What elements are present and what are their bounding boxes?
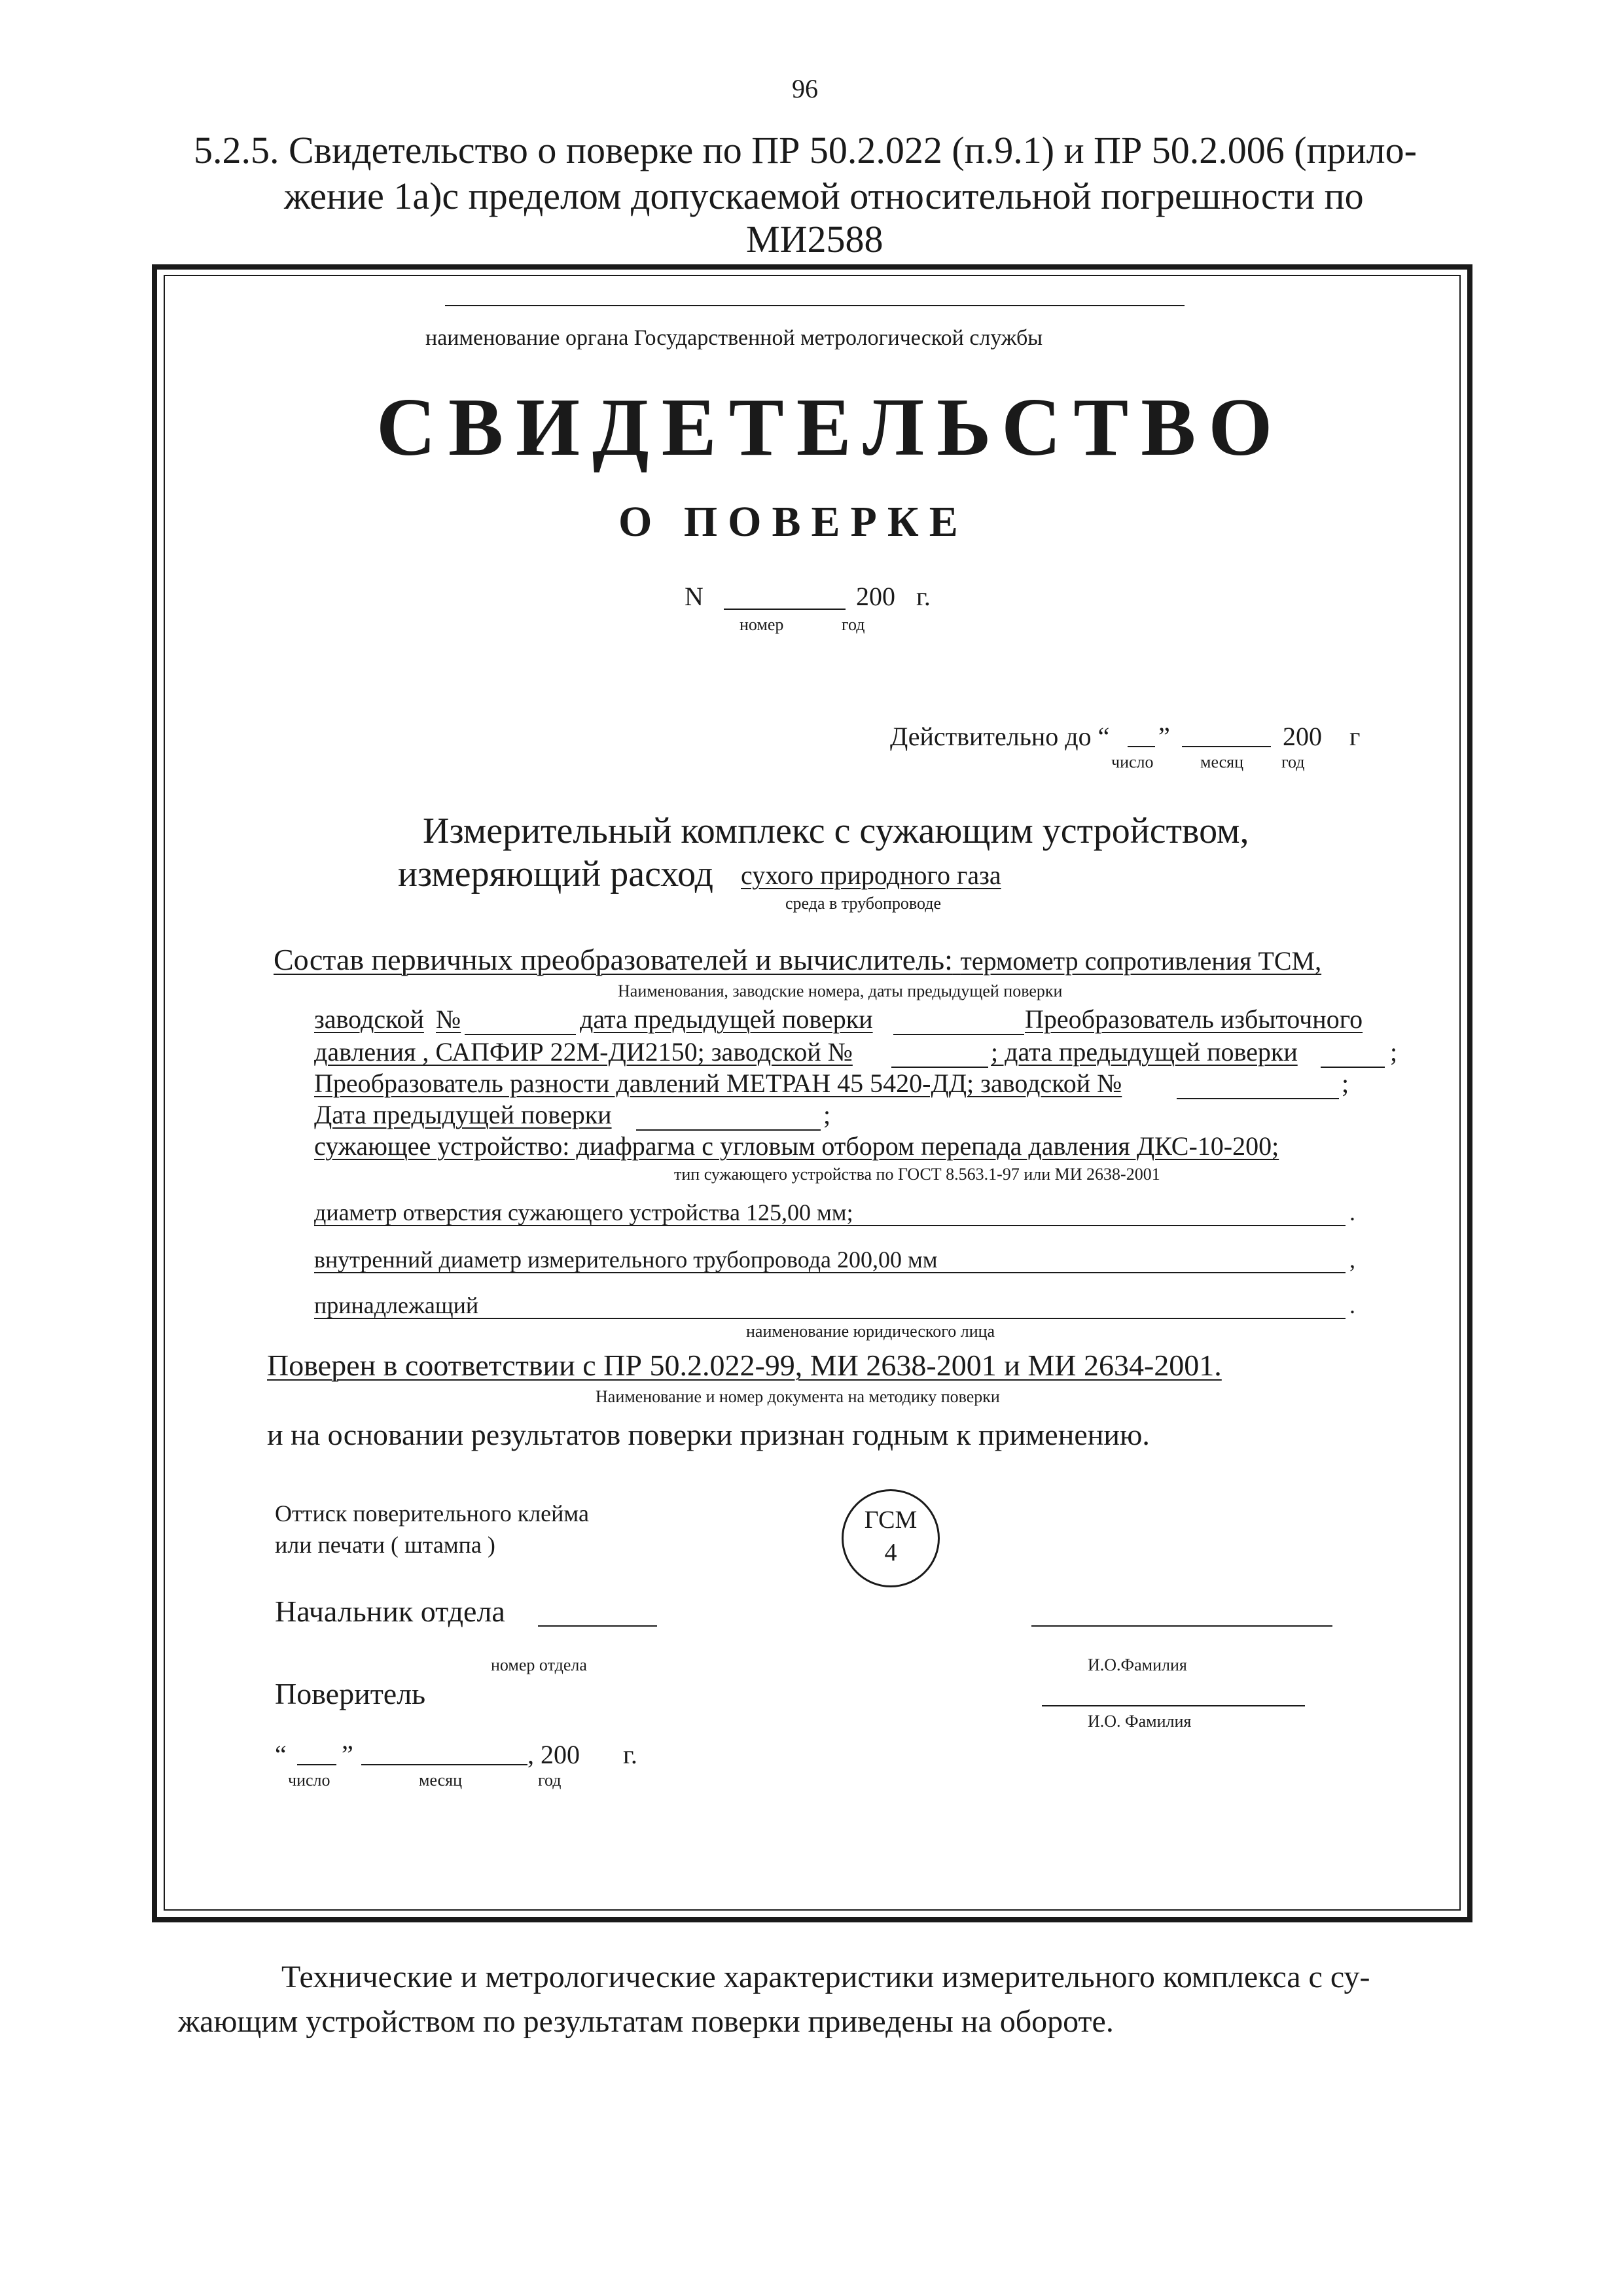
composition-line-3a: давления , САПФИР 22М-ДИ2150; заводской № — [314, 1037, 853, 1067]
composition-line-5: Дата предыдущей поверки — [314, 1100, 612, 1129]
caption-dept-number: номер отдела — [491, 1655, 587, 1674]
composition-line-4: Преобразователь разности давлений МЕТРАН 45 5420-ДД; заводской № — [314, 1069, 1122, 1098]
serial-number-line-1 — [465, 1034, 576, 1035]
device-line-2-prefix: измеряющий расход — [398, 854, 713, 894]
composition-line-4-end: ; — [1342, 1069, 1349, 1098]
date-unit: г. — [623, 1740, 637, 1769]
valid-until-month-line — [1182, 746, 1271, 747]
number-prefix: N — [685, 582, 704, 611]
footer-line-1: Технические и метрологические характеристики измерительного комплекса с су- — [281, 1960, 1370, 1994]
stamp-text-2: 4 — [884, 1539, 897, 1566]
caption-owner: наименование юридического лица — [746, 1322, 995, 1341]
section-heading-line-3: МИ2588 — [746, 218, 883, 260]
composition-line-2c: дата предыдущей поверки — [580, 1004, 873, 1034]
caption-month: месяц — [1200, 752, 1244, 771]
composition-line-2a: заводской — [314, 1004, 424, 1034]
composition-line-2b: № — [436, 1004, 461, 1034]
caption-day-2: число — [288, 1771, 330, 1790]
caption-month-2: месяц — [419, 1771, 463, 1790]
device-line-1: Измерительный комплекс с сужающим устройством, — [423, 811, 1249, 851]
valid-until-year: 200 — [1283, 722, 1322, 751]
date-month-line — [361, 1764, 527, 1765]
verifier-signature-line — [1042, 1705, 1305, 1706]
orifice-diameter: диаметр отверстия сужающего устройства 125,00 мм; — [314, 1199, 853, 1226]
caption-day: число — [1111, 752, 1154, 771]
verified-text: Поверен в соответствии с ПР 50.2.022-99, МИ 2638-2001 и МИ 2634-2001. — [267, 1349, 1222, 1382]
stamp-label-line-1: Оттиск поверительного клейма — [275, 1500, 589, 1527]
owner-line — [314, 1318, 1346, 1319]
certificate-title: СВИДЕТЕЛЬСТВО — [376, 382, 1285, 473]
caption-fio-2: И.О. Фамилия — [1088, 1712, 1192, 1731]
prev-check-date-line-2 — [1321, 1067, 1385, 1068]
number-field-line — [724, 609, 846, 610]
section-heading-line-1: 5.2.5. Свидетельство о поверке по ПР 50.2.022 (п.9.1) и ПР 50.2.006 (прило- — [194, 129, 1417, 171]
valid-until-label: Действительно до “ — [890, 722, 1110, 751]
head-label: Начальник отдела — [275, 1595, 505, 1628]
head-signature-line — [1031, 1625, 1332, 1627]
caption-number: номер — [740, 615, 784, 634]
dept-number-line — [538, 1625, 657, 1627]
date-open-quote: “ — [275, 1740, 287, 1769]
caption-verified: Наименование и номер документа на методику поверки — [596, 1387, 1000, 1406]
date-year: , 200 — [527, 1740, 580, 1769]
composition-line-3-end: ; — [1390, 1037, 1398, 1067]
caption-year: год — [842, 615, 865, 634]
fitness-text: и на основании результатов поверки признан годным к применению. — [267, 1418, 1150, 1451]
composition-line-5-end: ; — [823, 1100, 831, 1129]
number-year-unit: г. — [916, 582, 931, 611]
verifier-label: Поверитель — [275, 1677, 426, 1710]
date-day-line — [297, 1764, 336, 1765]
pipe-end: , — [1349, 1246, 1355, 1273]
owner-label: принадлежащий — [314, 1292, 479, 1318]
orifice-end: . — [1349, 1199, 1355, 1226]
page-number: 96 — [792, 74, 818, 103]
caption-medium: среда в трубопроводе — [785, 894, 942, 913]
stamp-text-1: ГСМ — [864, 1506, 918, 1534]
composition-line-6: сужающее устройство: диафрагма с угловым отбором перепада давления ДКС-10-200; — [314, 1131, 1279, 1161]
footer-line-2: жающим устройством по результатам поверки приведены на обороте. — [178, 2004, 1114, 2039]
caption-year-3: год — [538, 1771, 562, 1790]
valid-until-unit: г — [1349, 722, 1361, 751]
certificate-subtitle: О ПОВЕРКЕ — [618, 498, 969, 546]
pipe-diameter: внутренний диаметр измерительного трубопровода 200,00 мм — [314, 1246, 938, 1273]
composition-prefix: Состав первичных преобразователей и вычислитель: — [274, 943, 953, 976]
valid-until-day-line — [1128, 746, 1155, 747]
device-medium: сухого природного газа — [741, 860, 1001, 890]
owner-end: . — [1349, 1292, 1355, 1318]
stamp-label-line-2: или печати ( штампа ) — [275, 1532, 495, 1558]
valid-until-quote-close: ” — [1158, 722, 1170, 751]
composition-first: термометр сопротивления ТСМ, — [960, 946, 1322, 976]
orifice-diameter-line — [314, 1225, 1346, 1226]
serial-number-line-3 — [1177, 1098, 1339, 1099]
stamp-circle — [842, 1489, 940, 1587]
caption-composition: Наименования, заводские номера, даты предыдущей поверки — [618, 981, 1063, 1000]
section-heading-line-2: жение 1а)с пределом допускаемой относительной погрешности по — [284, 175, 1364, 217]
org-name-line — [445, 305, 1185, 306]
composition-line-3b: ; дата предыдущей поверки — [991, 1037, 1298, 1067]
caption-fio-1: И.О.Фамилия — [1088, 1655, 1187, 1674]
caption-device-type: тип сужающего устройства по ГОСТ 8.563.1-97 или МИ 2638-2001 — [674, 1165, 1160, 1184]
prev-check-date-line-1 — [893, 1034, 1024, 1035]
composition-line-1 — [274, 942, 1321, 977]
caption-year-2: год — [1281, 752, 1305, 771]
date-close-quote: ” — [342, 1740, 353, 1769]
number-year: 200 — [856, 582, 895, 611]
pipe-diameter-line — [314, 1272, 1346, 1273]
composition-line-2d: Преобразователь избыточного — [1025, 1004, 1363, 1034]
org-caption: наименование органа Государственной метрологической службы — [425, 326, 1043, 350]
